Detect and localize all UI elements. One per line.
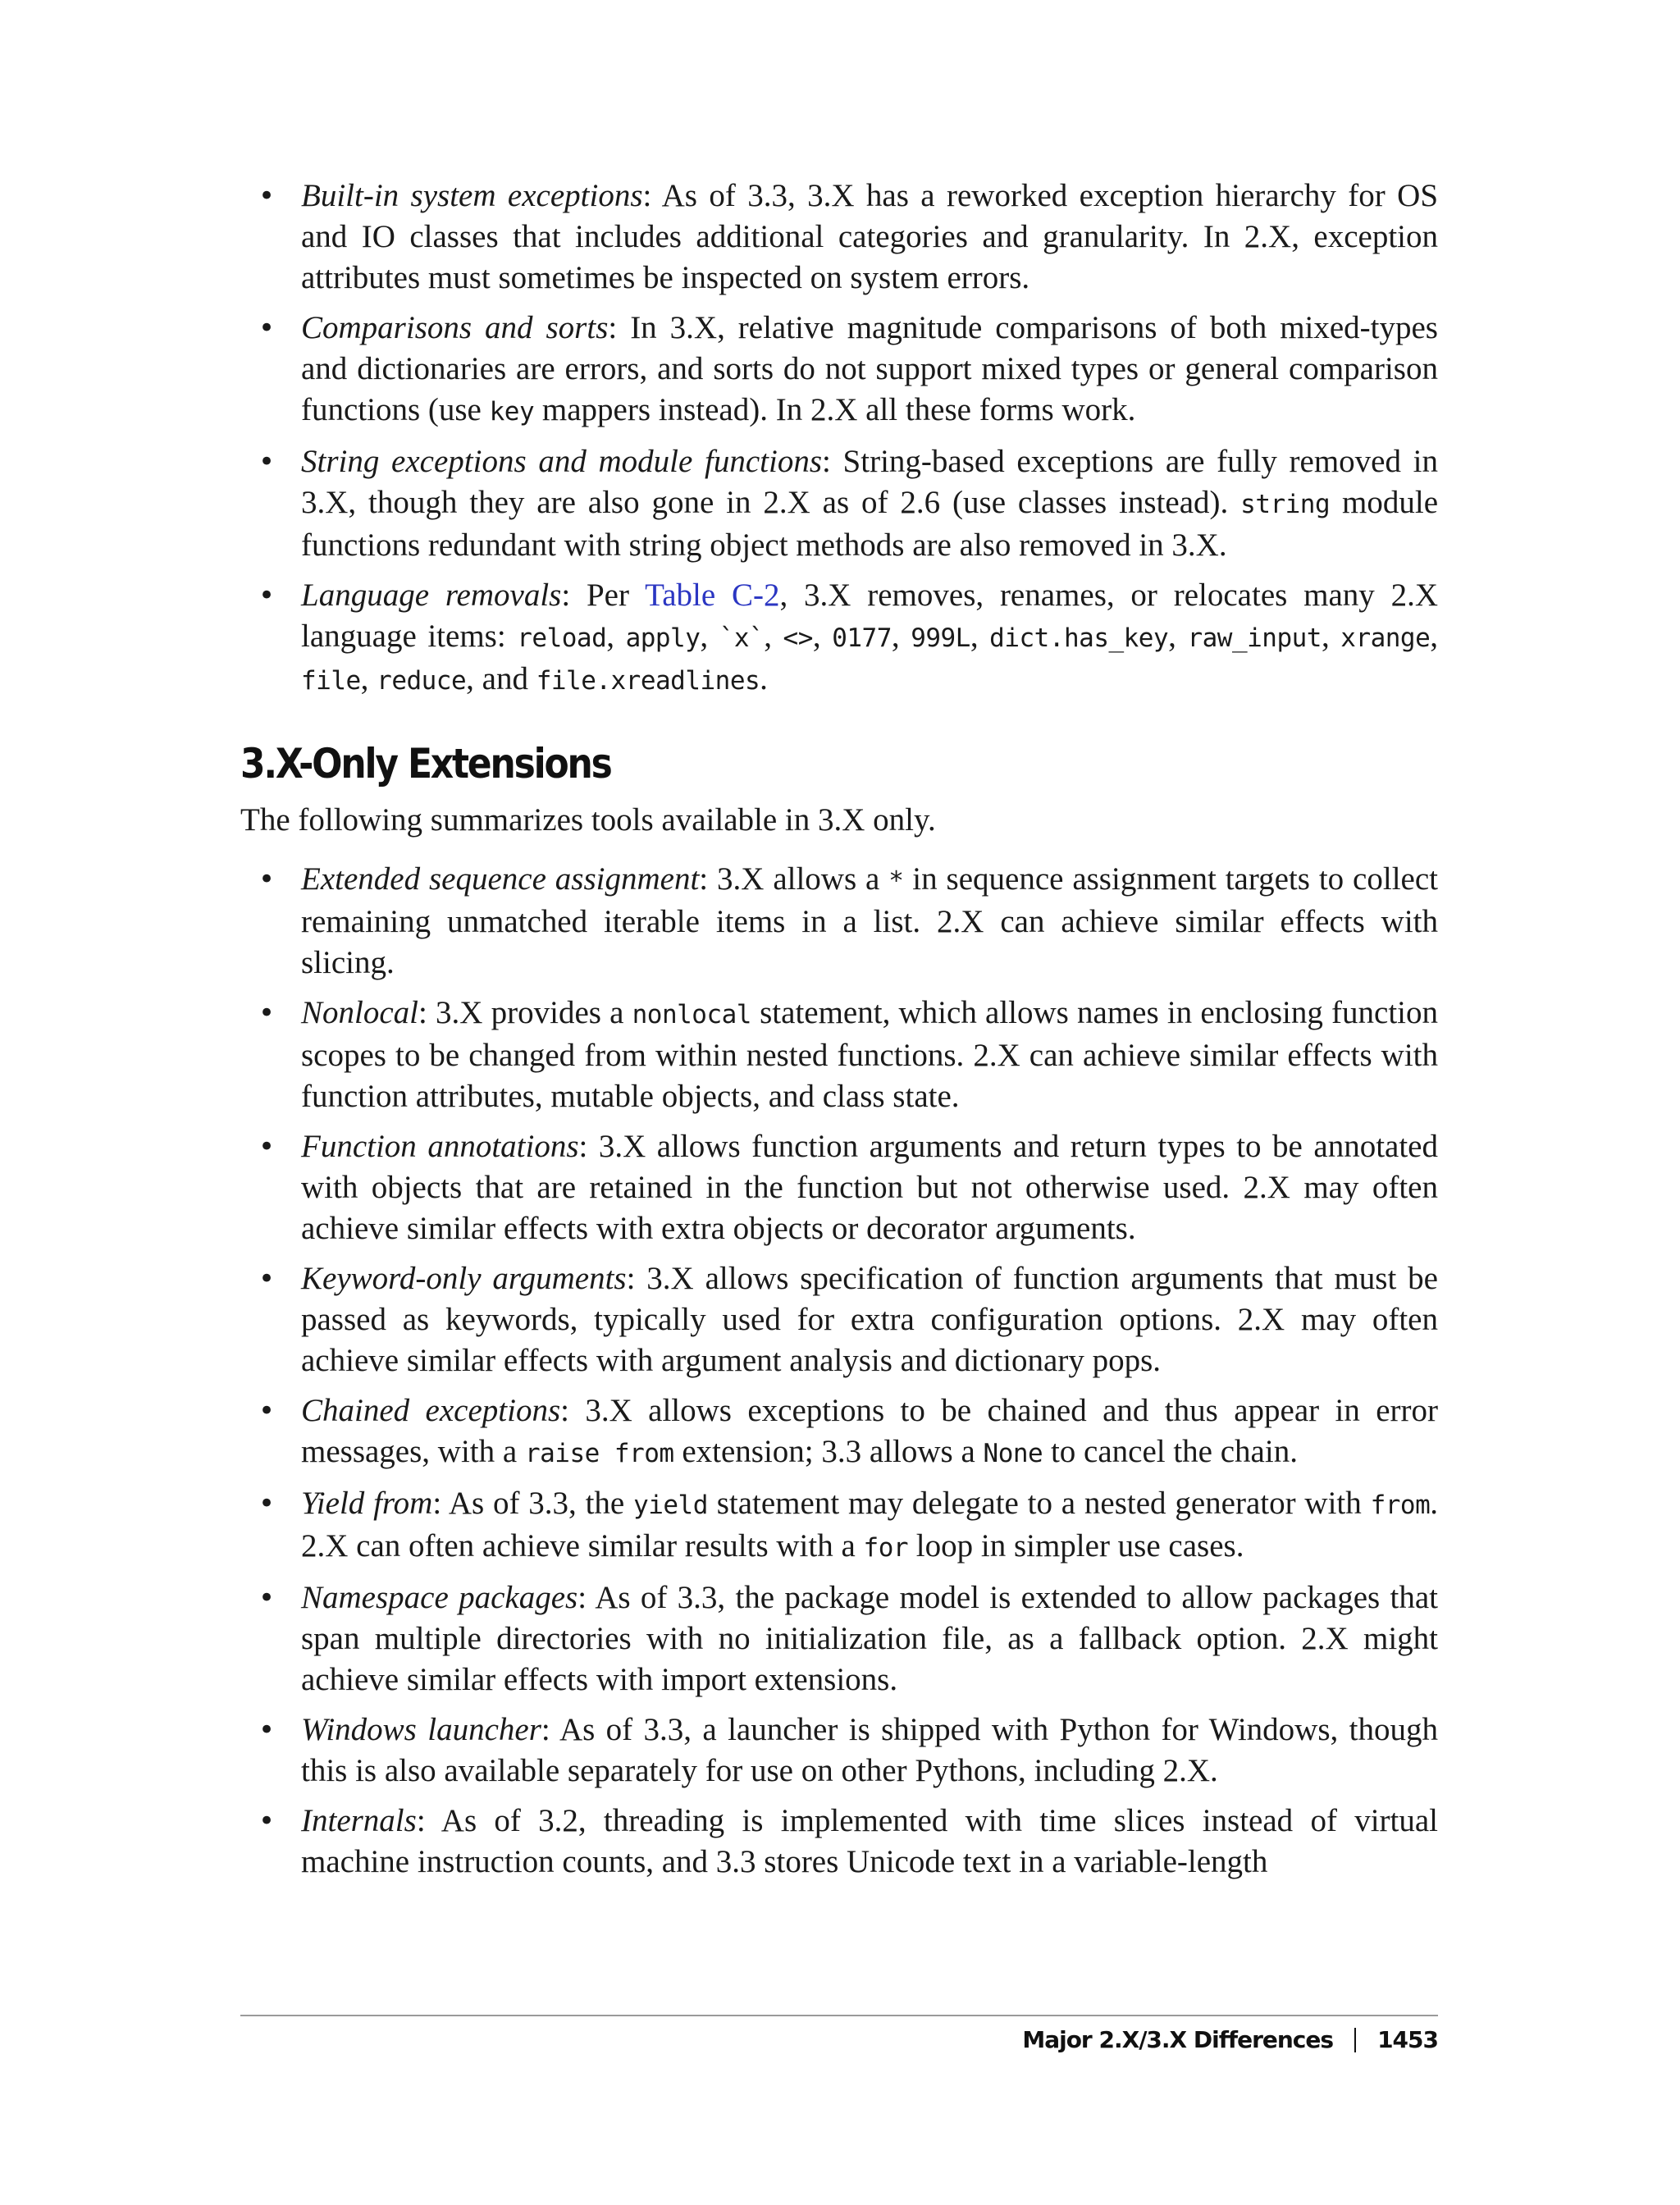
inline-code: reduce <box>377 666 467 696</box>
item-text: , 3.X removes, renames, or relocates many 2.X language items: <box>301 578 1438 654</box>
item-text: extension; 3.3 allows a <box>673 1434 984 1469</box>
item-text: : In 3.X, relative magnitude comparisons of both mixed-types and dictionaries are errors, and sorts do not support mixed types or general comparison functions (use <box>301 310 1438 427</box>
item-text: : As of 3.3, a launcher is shipped with Python for Windows, though this is also available separately for use on other Pythons, including 2.X. <box>301 1712 1438 1788</box>
bullet-icon: • <box>258 1130 276 1163</box>
item-term: Namespace packages <box>301 1580 578 1615</box>
item-text: mappers instead). In 2.X all these forms work. <box>534 392 1136 427</box>
inline-code: yield <box>633 1491 708 1520</box>
item-text: : As of 3.3, the <box>432 1486 634 1521</box>
bullet-icon: • <box>258 579 276 612</box>
separator: , <box>360 661 377 696</box>
section-intro: The following summarizes tools available in 3.X only. <box>240 802 936 838</box>
inline-code: dict.has_key <box>989 623 1169 653</box>
bullet-icon: • <box>258 863 276 896</box>
list-item <box>240 993 1438 1117</box>
list-item <box>240 1710 1438 1792</box>
inline-code: raw_input <box>1187 623 1322 653</box>
item-term: String exceptions and module functions <box>301 444 823 479</box>
footer-divider <box>240 2015 1438 2016</box>
inline-code: file.xreadlines <box>536 666 760 696</box>
separator: , <box>764 619 783 654</box>
bullet-icon: • <box>258 1262 276 1295</box>
item-text: . 2.X can often achieve similar results with a <box>301 1486 1438 1564</box>
item-text: . <box>760 661 768 696</box>
item-text: : As of 3.2, threading is implemented with time slices instead of virtual machine instruction counts, and 3.3 stores Unicode text in a variable-length <box>301 1803 1438 1879</box>
list-item <box>240 308 1438 432</box>
inline-code: reload <box>517 623 607 653</box>
separator: , <box>891 619 911 654</box>
separator: , <box>812 619 833 654</box>
item-text: module functions redundant with string object methods are also removed in 3.X. <box>301 485 1439 563</box>
bullet-icon: • <box>258 1714 276 1746</box>
item-term: Built-in system exceptions <box>301 178 643 213</box>
inline-code: xrange <box>1340 623 1431 653</box>
table-c2-link[interactable]: Table C-2 <box>645 578 780 613</box>
list-item <box>240 1390 1438 1474</box>
item-text: in sequence assignment targets to collect remaining unmatched iterable items in a list. 2.X can achieve similar effects with slicing. <box>301 861 1438 980</box>
list-item <box>240 176 1438 299</box>
item-term: Yield from <box>301 1486 433 1521</box>
page-footer <box>1022 2026 1438 2053</box>
separator: , <box>1430 619 1439 654</box>
item-text: : 3.X allows specification of function arguments that must be passed as keywords, typically used for extra configuration options. 2.X may often achieve similar effects with argument analysis and dictionary pops. <box>301 1261 1438 1378</box>
item-text: : String-based exceptions are fully removed in 3.X, though they are also gone in 2.X as of 2.6 (use classes instead). <box>301 444 1438 520</box>
inline-code: file <box>301 666 361 696</box>
list-item <box>240 441 1438 566</box>
bullet-icon: • <box>258 1487 276 1520</box>
list-item <box>240 1577 1438 1701</box>
separator: , <box>1168 619 1188 654</box>
item-text: loop in simpler use cases. <box>908 1528 1244 1564</box>
inline-code: None <box>983 1439 1043 1468</box>
inline-code: string <box>1240 490 1331 519</box>
item-term: Keyword-only arguments <box>301 1261 627 1296</box>
list-item <box>240 575 1438 701</box>
list-item <box>240 1801 1438 1883</box>
bullet-icon: • <box>258 180 276 212</box>
item-term: Comparisons and sorts <box>301 310 609 345</box>
inline-code: apply <box>625 623 701 653</box>
bullet-icon: • <box>258 1582 276 1614</box>
extensions-list <box>240 859 1438 1883</box>
separator: , <box>970 619 990 654</box>
page-number: 1453 <box>1377 2026 1438 2053</box>
inline-code: for <box>863 1533 909 1563</box>
inline-code: from <box>1370 1491 1431 1520</box>
item-text: to cancel the chain. <box>1043 1434 1298 1469</box>
bullet-icon: • <box>258 1395 276 1427</box>
item-text: : 3.X allows exceptions to be chained and thus appear in error messages, with a <box>301 1393 1438 1469</box>
item-term: Function annotations <box>301 1129 579 1164</box>
inline-code: key <box>489 397 535 427</box>
bullet-icon: • <box>258 997 276 1029</box>
separator: , <box>606 619 626 654</box>
item-term: Chained exceptions <box>301 1393 561 1428</box>
bullet-icon: • <box>258 1805 276 1838</box>
inline-code: 0177 <box>832 623 892 653</box>
inline-code: <> <box>783 623 813 653</box>
item-text: : As of 3.3, 3.X has a reworked exception hierarchy for OS and IO classes that includes additional categories and granularity. In 2.X, exception attributes must sometimes be inspected on system errors. <box>301 178 1439 295</box>
item-text: statement may delegate to a nested generator with <box>707 1486 1371 1521</box>
page-content <box>240 176 1438 1892</box>
item-term: Windows launcher <box>301 1712 541 1747</box>
inline-code: nonlocal <box>632 1000 751 1029</box>
bullet-icon: • <box>258 312 276 345</box>
item-text: : 3.X allows a <box>699 861 889 897</box>
list-item <box>240 859 1438 984</box>
footer-separator <box>1354 2028 1356 2052</box>
item-term: Nonlocal <box>301 995 418 1030</box>
list-item <box>240 1483 1438 1568</box>
inline-code: `x` <box>719 623 765 653</box>
inline-code: * <box>888 866 904 896</box>
item-term: Language removals <box>301 578 562 613</box>
section-heading: 3.X-Only Extensions <box>240 740 611 788</box>
item-text: : As of 3.3, the package model is extended to allow packages that span multiple directories with no initialization file, as a fallback option. 2.X might achieve similar effects with import extensions. <box>301 1580 1438 1697</box>
separator: , <box>700 619 719 654</box>
item-text: : 3.X allows function arguments and return types to be annotated with objects that are retained in the function but not otherwise used. 2.X may often achieve similar effects with extra objects or decorator arguments. <box>301 1129 1438 1246</box>
item-term: Internals <box>301 1803 417 1838</box>
list-item <box>240 1258 1438 1381</box>
item-text: statement, which allows names in enclosing function scopes to be changed from within nested functions. 2.X can achieve similar effects with function attributes, mutable objects, and class state. <box>301 995 1438 1114</box>
inline-code: raise from <box>524 1439 674 1468</box>
separator: , <box>1321 619 1341 654</box>
inline-code: 999L <box>911 623 970 653</box>
item-text: : 3.X provides a <box>418 995 632 1030</box>
list-item <box>240 1126 1438 1249</box>
removals-list <box>240 176 1438 701</box>
item-text: , and <box>466 661 536 696</box>
item-text: : Per <box>561 578 646 613</box>
item-term: Extended sequence assignment <box>301 861 700 897</box>
running-footer-title: Major 2.X/3.X Differences <box>1022 2026 1334 2053</box>
bullet-icon: • <box>258 445 276 478</box>
